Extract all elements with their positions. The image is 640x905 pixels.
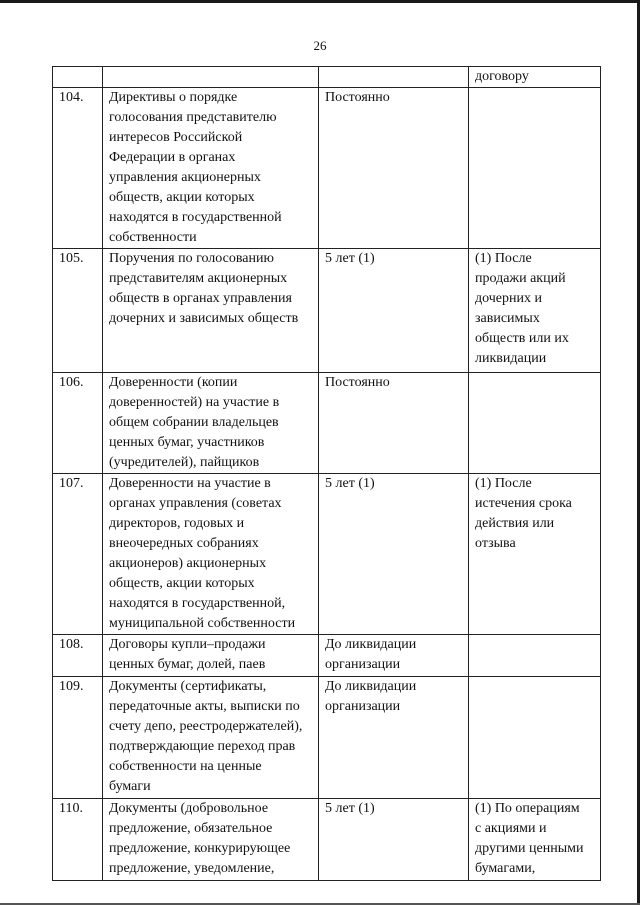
cell-note: (1) По операциям с акциями и другими ценными бумагами, xyxy=(469,799,601,881)
table-row xyxy=(53,249,601,373)
cell-num: 107. xyxy=(53,474,103,635)
cell-title: Документы (добровольное предложение, обязательное предложение, конкурирующее предложение, уведомление, xyxy=(103,799,319,881)
cell-note xyxy=(469,677,601,799)
cell-note: договору xyxy=(469,67,601,88)
table-row xyxy=(53,88,601,249)
table-row xyxy=(53,799,601,881)
table-row-continuation xyxy=(53,67,601,88)
cell-num: 108. xyxy=(53,635,103,677)
page-number: 26 xyxy=(313,38,327,53)
cell-note xyxy=(469,635,601,677)
cell-note: (1) После истечения срока действия или отзыва xyxy=(469,474,601,635)
cell-term: 5 лет (1) xyxy=(319,474,469,635)
cell-num xyxy=(53,67,103,88)
cell-title: Доверенности на участие в органах управления (советах директоров, годовых и внеочередных собраниях акционеров) акционерных обществ, акции которых находятся в государственной, муниципальной собственности xyxy=(103,474,319,635)
table-row xyxy=(53,677,601,799)
cell-num: 109. xyxy=(53,677,103,799)
cell-note xyxy=(469,88,601,249)
cell-title: Документы (сертификаты, передаточные акты, выписки по счету депо, реестродержателей), подтверждающие переход прав собственности на ценные бумаги xyxy=(103,677,319,799)
cell-term xyxy=(319,67,469,88)
cell-term: 5 лет (1) xyxy=(319,249,469,373)
cell-title xyxy=(103,67,319,88)
cell-title: Договоры купли–продажи ценных бумаг, долей, паев xyxy=(103,635,319,677)
cell-num: 104. xyxy=(53,88,103,249)
table-row xyxy=(53,373,601,474)
cell-num: 110. xyxy=(53,799,103,881)
document-table xyxy=(52,66,601,881)
cell-term: Постоянно xyxy=(319,88,469,249)
cell-term: Постоянно xyxy=(319,373,469,474)
cell-num: 105. xyxy=(53,249,103,373)
cell-title: Доверенности (копии доверенностей) на участие в общем собрании владельцев ценных бумаг, участников (учредителей), пайщиков xyxy=(103,373,319,474)
scan-edge-top xyxy=(0,0,640,3)
cell-title: Поручения по голосованию представителям акционерных обществ в органах управления дочерних и зависимых обществ xyxy=(103,249,319,373)
table-row xyxy=(53,474,601,635)
cell-term: 5 лет (1) xyxy=(319,799,469,881)
cell-title: Директивы о порядке голосования представителю интересов Российской Федерации в органах управления акционерных обществ, акции которых находятся в государственной собственности xyxy=(103,88,319,249)
cell-term: До ликвидации организации xyxy=(319,677,469,799)
table-row xyxy=(53,635,601,677)
cell-note: (1) После продажи акций дочерних и зависимых обществ или их ликвидации xyxy=(469,249,601,373)
cell-term: До ликвидации организации xyxy=(319,635,469,677)
cell-note xyxy=(469,373,601,474)
cell-num: 106. xyxy=(53,373,103,474)
